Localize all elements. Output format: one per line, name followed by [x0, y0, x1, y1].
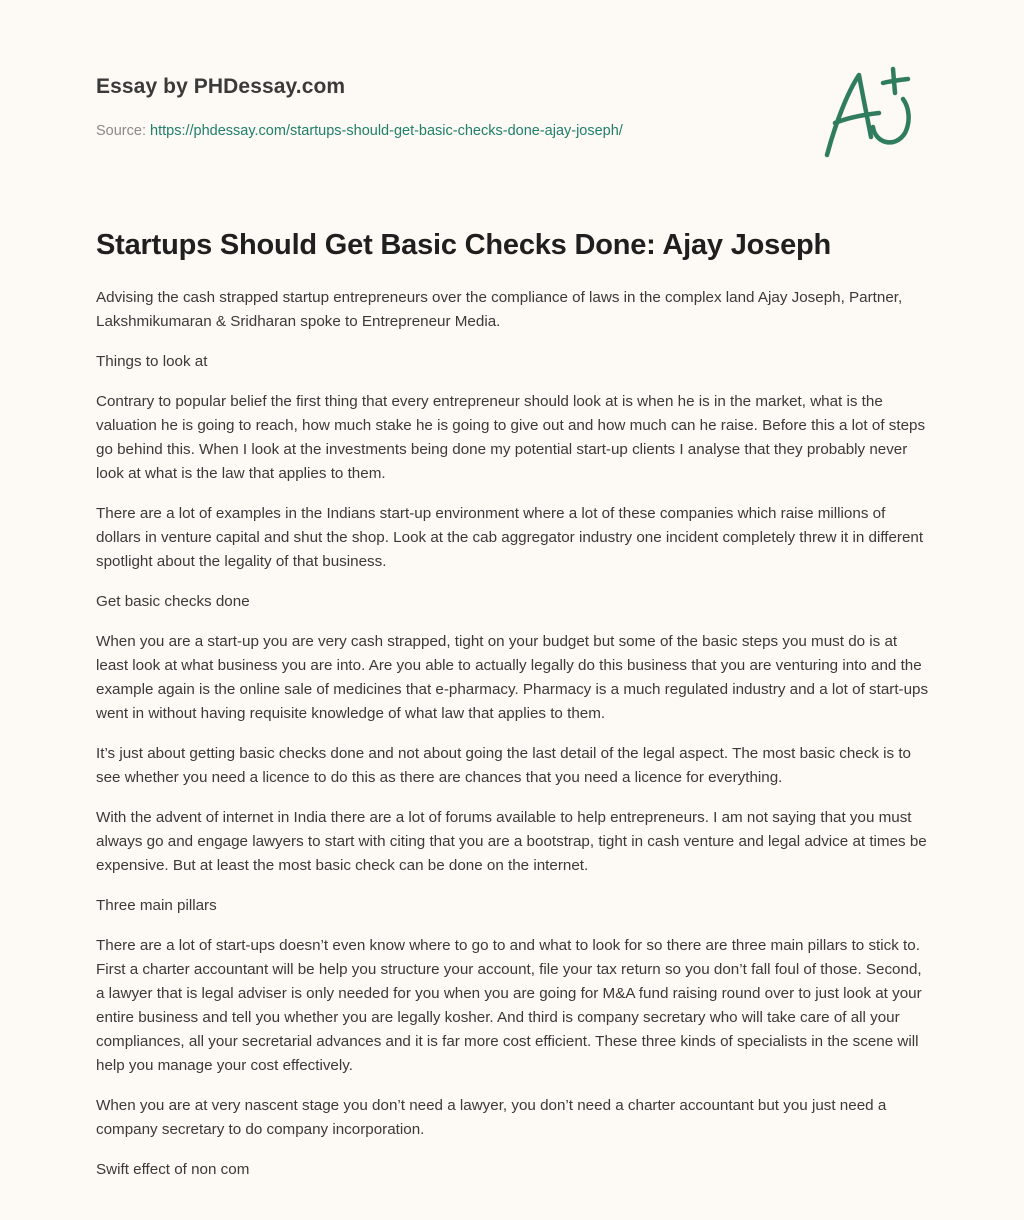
paragraph: Advising the cash strapped startup entrepreneurs over the compliance of laws in the complex land Ajay Joseph, Partner, Lakshmikumaran & Sridharan spoke to Entrepreneur Media.	[96, 289, 903, 330]
source-line	[96, 123, 928, 139]
paragraph: Contrary to popular belief the first thing that every entrepreneur should look at is when he is in the market, what is the valuation he is going to reach, how much stake he is going to give out and how much can he raise. Before this a lot of steps go behind this. When I look at the investments being done my potential start-up clients I analyse that they probably never look at what is the law that applies to them.	[96, 393, 926, 482]
source-label: Source:	[96, 123, 146, 139]
essay-header	[96, 75, 928, 185]
section-heading: Get basic checks done	[96, 593, 250, 610]
paragraph: When you are at very nascent stage you don’t need a lawyer, you don’t need a charter accountant but you just need a company secretary to do company incorporation.	[96, 1097, 887, 1138]
site-brand: Essay by PHDessay.com	[96, 75, 346, 98]
essay-body	[96, 226, 930, 1198]
section-heading: Three main pillars	[96, 897, 217, 914]
a-plus-logo-icon	[813, 63, 923, 163]
paragraph: It’s just about getting basic checks done and not about going the last detail of the legal aspect. The most basic check is to see whether you need a licence to do this as there are chances that you need a licence for everything.	[96, 745, 912, 786]
paragraph: There are a lot of examples in the Indians start-up environment where a lot of these companies which raise millions of dollars in venture capital and shut the shop. Look at the cab aggregator industry one incident completely threw it in different spotlight about the legality of that business.	[96, 505, 924, 570]
essay-title: Startups Should Get Basic Checks Done: Ajay Joseph	[96, 229, 832, 261]
paragraph: With the advent of internet in India there are a lot of forums available to help entrepreneurs. I am not saying that you must always go and engage lawyers to start with citing that you are a bootstrap, tight in cash venture and legal advice at times be expensive. But at least the most basic check can be done on the internet.	[96, 809, 927, 874]
section-heading: Things to look at	[96, 353, 208, 370]
paragraph: There are a lot of start-ups doesn’t even know where to go to and what to look for so there are three main pillars to stick to. First a charter accountant will be help you structure your account, file your tax return so you don’t fall foul of those. Second, a lawyer that is legal adviser is only needed for you when you are going for M&A fund raising round over to just look at your entire business and tell you whether you are legally kosher. And third is company secretary who will take care of all your compliances, all your secretarial advances and it is far more cost efficient. These three kinds of specialists in the scene will help you manage your cost effectively.	[96, 937, 922, 1074]
section-heading: Swift effect of non com	[96, 1161, 250, 1178]
paragraph: When you are a start-up you are very cash strapped, tight on your budget but some of the basic steps you must do is at least look at what business you are into. Are you able to actually legally do this business that you are venturing into and the example again is the online sale of medicines that e-pharmacy. Pharmacy is a much regulated industry and a lot of start-ups went in without having requisite knowledge of what law that applies to them.	[96, 633, 929, 722]
source-link[interactable]: https://phdessay.com/startups-should-get-basic-checks-done-ajay-joseph/	[150, 123, 623, 139]
